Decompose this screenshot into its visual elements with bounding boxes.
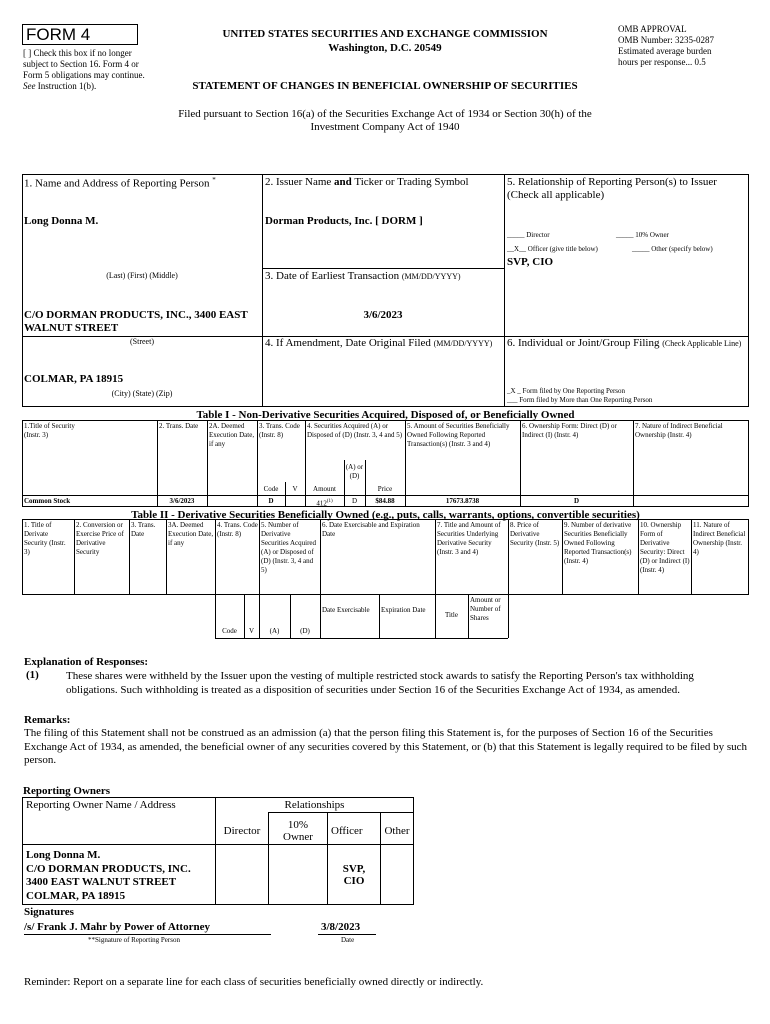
rel-officer: __X__ Officer (give title below) [507,245,598,253]
t2-h5: 5. Number of Derivative Securities Acquired (A) or Disposed of (D) (Instr. 3, 4 and 5) [261,521,317,574]
box2-label-and: and [334,176,352,188]
explanation-heading: Explanation of Responses: [24,656,149,668]
box4-label-fmt: (MM/DD/YYYY) [433,339,493,348]
date-line [318,934,376,935]
reporting-owners-table-wrap [22,797,414,905]
table1-title: Table I - Non-Derivative Securities Acquired, Disposed of, or Beneficially Owned [196,409,575,421]
t1-col-2 [157,420,158,507]
t1-row-price: $84.88 [375,497,395,505]
ro-header-row [23,798,414,813]
ro-col-officer: Officer [328,813,381,845]
rel-other: _____ Other (specify below) [632,245,713,253]
signature-line [24,934,271,935]
omb-approval-block [618,24,768,68]
reporting-person-street: C/O DORMAN PRODUCTS, INC., 3400 EAST WALNUT STREET [24,309,248,334]
ro-owner-cell [23,845,216,905]
t2-col-4 [215,519,216,595]
reporting-owners-heading: Reporting Owners [23,785,111,797]
t1-col-5 [405,420,406,507]
signatures-heading: Signatures [24,906,74,918]
t1-sub-code: Code [263,485,279,493]
form-title: FORM 4 [26,25,91,44]
t2-sub-v: V [248,627,255,635]
t2-col-8 [508,519,509,595]
ro-10pct-cell [269,845,328,905]
t1-h2a: 2A. Deemed Execution Date, if any [209,422,255,448]
ro-director-cell [216,845,269,905]
box6-label-text: 6. Individual or Joint/Group Filing [507,337,660,349]
t2-h11: 11. Nature of Indirect Beneficial Ownership (Instr. 4) [693,521,746,556]
t1-sub-ad: (A) or (D) [345,463,364,480]
reporting-person-city: COLMAR, PA 18915 [24,373,124,385]
box1-label-text: 1. Name and Address of Reporting Person [24,177,210,190]
signature-caption [88,936,180,945]
t2-h10: 10. Ownership Form of Derivative Security: Direct (D) or Indirect (I) (Instr. 4) [640,521,690,574]
ro-owner-line2: C/O DORMAN PRODUCTS, INC. [26,862,191,875]
earliest-transaction-date: 3/6/2023 [363,309,403,321]
t2-h3a: 3A. Deemed Execution Date, if any [168,521,214,547]
t1-h3: 3. Trans. Code (Instr. 8) [259,422,300,439]
t1-h1-text: 1.Title of Security [24,422,75,430]
t1-col-6 [520,420,521,507]
t2-h8: 8. Price of Derivative Security (Instr. 5) [510,521,560,547]
omb-approval: OMB APPROVAL [618,24,687,34]
explanation-num: (1) [26,669,39,681]
t2-sub-amount: Amount or Number of Shares [470,596,501,622]
filing-option-one: _X _ Form filed by One Reporting Person [507,387,626,395]
checkbox-note [23,48,153,92]
box6-label-small: (Check Applicable Line) [662,339,742,348]
ro-officer-cell: SVP, CIO [328,845,381,905]
box4-label [265,337,492,349]
reporting-person-name: Long Donna M. [24,215,99,227]
t2-col-3 [129,519,130,595]
t2-sub-title: Title [445,611,458,619]
t2-col-6 [320,519,321,595]
t2-col-2 [74,519,75,595]
box1-label [24,176,216,190]
box3-label-text: 3. Date of Earliest Transaction [265,270,400,282]
checkbox-note-text: [ ] Check this box if no longer subject to Section 16. Form 4 or Form 5 obligations may continue. [23,48,145,80]
t2-sub-a: (A) [269,627,280,635]
t2-sub-exp: Expiration Date [381,606,426,614]
reminder: Reminder: Report on a separate line for each class of securities beneficially owned directly or indirectly. [24,976,484,988]
ro-owner-line3: 3400 EAST WALNUT STREET [26,876,177,888]
t2-h1: 1. Title of Derivate Security (Instr. 3) [24,521,66,556]
issuer-name: Dorman Products, Inc. [ DORM ] [265,215,423,227]
agency-location: Washington, D.C. 20549 [328,42,442,54]
rel-director: _____ Director [507,231,550,239]
t1-h1 [24,422,154,440]
t1-row-date: 3/6/2023 [169,497,195,505]
signature-caption-mark: ** [88,936,95,944]
box2-label-a: 2. Issuer Name [265,176,332,188]
t2-col-9 [562,519,563,595]
filed-pursuant-line2: Investment Company Act of 1940 [310,121,460,133]
signature-caption-text: Signature of Reporting Person [95,936,180,944]
filed-pursuant-line1: Filed pursuant to Section 16(a) of the Securities Exchange Act of 1934 or Section 30(h) of the [178,108,592,120]
t2-h6: 6. Date Exercisable and Expiration Date [322,521,420,538]
t2-sub-v5 [379,595,380,638]
box5-label [507,176,747,202]
t2-col-11 [691,519,692,595]
ro-other-cell [381,845,414,905]
t1-row-amount [305,497,344,508]
agency-name: UNITED STATES SECURITIES AND EXCHANGE COMMISSION [222,28,548,40]
t1-h4: 4. Securities Acquired (A) or Disposed of (D) (Instr. 3, 4 and 5) [307,422,403,439]
ro-col-name: Reporting Owner Name / Address [23,798,216,845]
box3-label-fmt: (MM/DD/YYYY) [401,272,461,281]
box3-label [265,270,461,282]
t2-col-7 [435,519,436,595]
street-caption: (Street) [130,337,154,346]
signature-date: 3/8/2023 [321,921,361,933]
t2-sub-date-ex: Date Exercisable [322,606,370,614]
grid-hline-a [262,268,504,269]
t1-h2: 2. Trans. Date [159,422,199,430]
t2-h7: 7. Title and Amount of Securities Underlying Derivative Security (Instr. 3 and 4) [437,521,501,556]
box1-label-mark: * [212,176,216,184]
t2-sub-d: (D) [300,627,310,635]
checkbox-note-see: See [23,81,36,91]
t2-sub-v7 [468,595,469,638]
t1-row-owned: 17673.8738 [445,497,480,505]
t1-col-7 [633,420,634,507]
date-caption: Date [341,936,355,944]
statement-title: STATEMENT OF CHANGES IN BENEFICIAL OWNERSHIP OF SECURITIES [192,80,578,92]
name-caption: (Last) (First) (Middle) [106,271,178,280]
t2-col-3a [166,519,167,595]
t1-row-amount-note: (1) [326,499,333,504]
ro-col-relationships: Relationships [216,798,414,813]
box5-label-text2: (Check all applicable) [507,189,605,201]
t1-sub-amount: Amount [313,485,336,493]
ro-owner-line4: COLMAR, PA 18915 [26,889,126,902]
t1-row-form: D [573,497,580,505]
grid-divider-2 [504,174,505,407]
t2-sub-code: Code [222,627,237,635]
signer-name: /s/ Frank J. Mahr by Power of Attorney [24,921,210,933]
grid-divider-1 [262,174,263,407]
t2-h9: 9. Number of derivative Securities Beneficially Owned Following Reported Transaction(s) (Instr. 4) [564,521,632,565]
t1-h5: 5. Amount of Securities Beneficially Owned Following Reported Transaction(s) (Instr. 3 and 4) [407,422,510,448]
t1-sub-price: Price [377,485,393,493]
ro-col-other: Other [381,813,414,845]
t1-h7: 7. Nature of Indirect Beneficial Ownership (Instr. 4) [635,422,723,439]
t1-row-sep [22,495,749,496]
table2-title: Table II - Derivative Securities Beneficially Owned (e.g., puts, calls, warrants, options, convertible securities) [131,509,640,521]
checkbox-note-instr: Instruction 1(b). [37,81,97,91]
ro-owner-line1: Long Donna M. [26,849,101,861]
ro-col-10pct: 10% Owner [269,813,328,845]
t1-col-2a [207,420,208,507]
t2-col-5 [259,519,260,595]
t1-h6: 6. Ownership Form: Direct (D) or Indirect (I) (Instr. 4) [522,422,617,439]
t2-h3: 3. Trans. Date [131,521,156,538]
remarks-text: The filing of this Statement shall not be construed as an admission (a) that the person filing this Statement is, for the purposes of Section 16 of the Securities Exchange Act of 1934, as amended, the beneficial owner of any securities covered by this Statement, or (b) that this Statement is legally required to be filed by such person. [24,727,748,766]
remarks-heading: Remarks: [24,714,71,726]
t1-row-title: Common Stock [24,497,71,505]
explanation-text: These shares were withheld by the Issuer upon the vesting of multiple restricted stock awards to satisfy the Reporting Person's tax withholding obligations. Such withholding is treated as a disposition of securities under Section 16 of the Securities Exchange Act of 1934, as amended. [66,670,694,696]
city-caption: (City) (State) (Zip) [111,389,173,398]
filing-option-multiple: ___ Form filed by More than One Reporting Person [507,396,653,404]
t1-h1-instr: (Instr. 3) [24,431,49,439]
reporting-owners-table [22,797,414,905]
omb-hours: hours per response... 0.5 [618,57,706,67]
box2-label [265,176,469,188]
t2-sub-v4 [320,595,321,638]
box5-label-text: 5. Relationship of Reporting Person(s) to Issuer [507,176,717,188]
box2-label-b: Ticker or Trading Symbol [354,176,469,188]
rel-ten-pct: _____ 10% Owner [616,231,669,239]
t2-col-10 [638,519,639,595]
t1-sub-v: V [292,485,298,493]
t2-sub-v8 [508,595,509,638]
filer-info-grid [22,174,749,407]
ro-owner-row [23,845,414,905]
box6-label [507,337,747,350]
t1-row-code: D [268,497,274,505]
ro-col-director: Director [216,813,269,845]
box4-label-text: 4. If Amendment, Date Original Filed [265,337,431,349]
t1-row-ad: D [351,497,358,505]
omb-number: OMB Number: 3235-0287 [618,35,714,45]
officer-title: SVP, CIO [507,256,554,268]
omb-burden: Estimated average burden [618,46,712,56]
t2-sub-bottom [215,638,508,639]
t1-row-amount-value: 412 [316,499,327,508]
t2-h2: 2. Conversion or Exercise Price of Derivative Security [76,521,124,556]
t2-h4: 4. Trans. Code (Instr. 8) [217,521,258,538]
